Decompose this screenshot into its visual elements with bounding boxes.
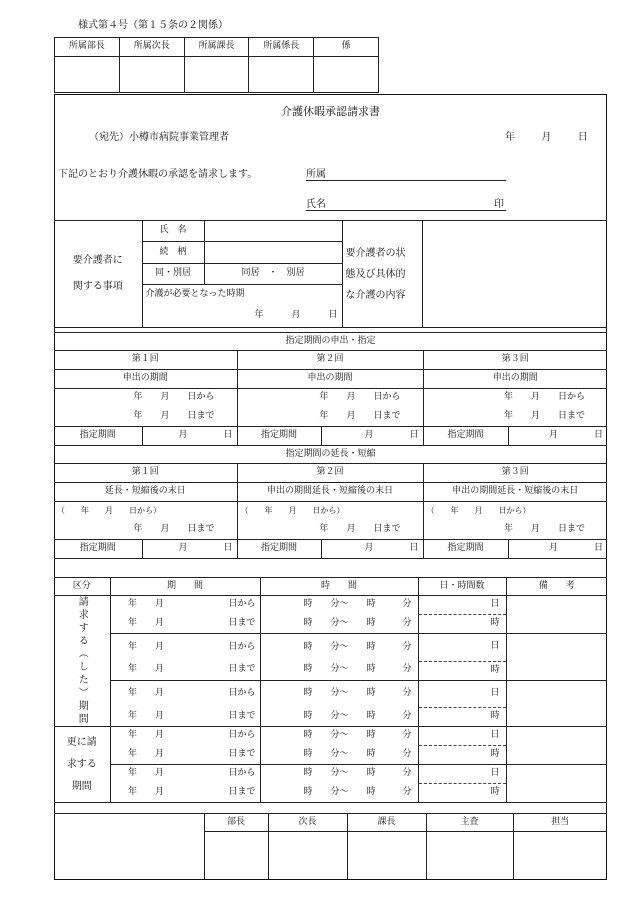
time-range[interactable]: 時 分～ 時 分 xyxy=(260,596,418,615)
bottom-approval-header: 部長 xyxy=(204,814,268,832)
further-label-line: 期間 xyxy=(71,780,92,792)
remarks-cell[interactable] xyxy=(506,727,607,765)
day-label: 日 xyxy=(577,132,588,143)
period-day-from[interactable]: 日から xyxy=(164,727,260,746)
designated-label-1: 指定期間 xyxy=(54,427,142,446)
care-recipient-table xyxy=(54,220,607,328)
offer-until-3[interactable]: 年 月 日まで xyxy=(423,408,607,427)
section-extension-title: 指定期間の延長・短縮 xyxy=(54,446,607,464)
remarks-cell[interactable] xyxy=(506,765,607,803)
time-range[interactable]: 時 分～ 時 分 xyxy=(260,661,418,680)
time-range[interactable]: 時 分～ 時 分 xyxy=(260,765,418,784)
day-count[interactable]: 日 xyxy=(418,634,506,662)
ext-label-2: 申出の期間延長・短縮後の末日 xyxy=(237,483,423,502)
request-period-label xyxy=(54,596,110,727)
bottom-approval-header: 次長 xyxy=(268,814,347,832)
period-day-from[interactable]: 日から xyxy=(164,765,260,784)
top-approval-table xyxy=(54,37,379,93)
name-label: 氏名 xyxy=(306,199,326,210)
care-relation-input[interactable] xyxy=(204,242,342,264)
day-count[interactable]: 日 xyxy=(418,680,506,708)
ext-designated-label-1: 指定期間 xyxy=(54,540,142,559)
bottom-approval-header: 課長 xyxy=(347,814,426,832)
period-row xyxy=(54,680,607,708)
header-count: 日・時間数 xyxy=(418,578,506,596)
request-period-text: 請求する（した）期間 xyxy=(76,596,88,726)
remarks-cell[interactable] xyxy=(506,634,607,681)
remarks-cell[interactable] xyxy=(506,680,607,727)
ext-designated-value-1[interactable]: 月 日 xyxy=(142,540,237,559)
time-range[interactable]: 時 分～ 時 分 xyxy=(260,634,418,662)
ext-round-3: 第３回 xyxy=(423,464,607,483)
affiliation-field[interactable] xyxy=(306,165,506,181)
time-range[interactable]: 時 分～ 時 分 xyxy=(260,746,418,765)
bottom-approval-header: 主査 xyxy=(426,814,513,832)
section-offer-title: 指定期間の申出・指定 xyxy=(54,333,607,351)
care-detail-input[interactable] xyxy=(422,221,607,328)
header-time: 時 間 xyxy=(260,578,418,596)
time-range[interactable]: 時 分～ 時 分 xyxy=(260,708,418,727)
period-day-until[interactable]: 日まで xyxy=(164,708,260,727)
approval-seal-box[interactable] xyxy=(184,57,249,93)
period-year-month[interactable]: 年 月 xyxy=(110,727,164,746)
approval-header: 係 xyxy=(314,38,379,57)
period-year-month[interactable]: 年 月 xyxy=(110,634,164,662)
day-count[interactable]: 日 xyxy=(418,596,506,615)
offer-period-1: 申出の期間 xyxy=(54,370,237,389)
form-number: 様式第４号（第１５条の２関係） xyxy=(78,20,228,31)
offer-period-3: 申出の期間 xyxy=(423,370,607,389)
approval-seal-box[interactable] xyxy=(119,57,184,93)
approval-seal-box[interactable] xyxy=(314,57,379,93)
period-year-month[interactable]: 年 月 xyxy=(110,615,164,634)
round-1: 第１回 xyxy=(54,351,237,370)
care-left-label-1: 要介護者に xyxy=(72,255,123,266)
ext-until-1[interactable]: 年 月 日まで xyxy=(54,521,237,540)
approval-header: 所属次長 xyxy=(119,38,184,57)
approval-header: 所属課長 xyxy=(184,38,249,57)
ext-round-1: 第１回 xyxy=(54,464,237,483)
care-right-label-3: な介護の内容 xyxy=(345,289,406,301)
designated-value-2[interactable]: 月 日 xyxy=(321,427,423,446)
name-field[interactable] xyxy=(306,195,506,211)
bottom-approval-table xyxy=(54,813,607,879)
day-count[interactable]: 日 xyxy=(418,765,506,784)
ext-label-1: 延長・短縮後の末日 xyxy=(54,483,237,502)
period-year-month[interactable]: 年 月 xyxy=(110,784,164,803)
round-3: 第３回 xyxy=(423,351,607,370)
offer-until-2[interactable]: 年 月 日まで xyxy=(237,408,423,427)
bottom-seal-box[interactable] xyxy=(513,832,607,879)
period-row xyxy=(54,596,607,615)
care-needed-label: 介護が必要となった時期 xyxy=(142,285,342,306)
bottom-approval-header: 担当 xyxy=(513,814,607,832)
bottom-blank xyxy=(54,814,204,879)
approval-header: 所属部長 xyxy=(55,38,120,57)
period-day-from[interactable]: 日から xyxy=(164,634,260,662)
period-day-from[interactable]: 日から xyxy=(164,596,260,615)
ext-designated-label-2: 指定期間 xyxy=(237,540,321,559)
ext-until-2[interactable]: 年 月 日まで xyxy=(237,521,423,540)
ext-until-3[interactable]: 年 月 日まで xyxy=(423,521,607,540)
time-range[interactable]: 時 分～ 時 分 xyxy=(260,727,418,746)
period-day-until[interactable]: 日まで xyxy=(164,784,260,803)
remarks-cell[interactable] xyxy=(506,596,607,634)
time-range[interactable]: 時 分～ 時 分 xyxy=(260,680,418,708)
approval-seal-box[interactable] xyxy=(249,57,314,93)
ext-designated-value-2[interactable]: 月 日 xyxy=(321,540,423,559)
care-cohab-label: 同・別居 xyxy=(142,264,204,285)
further-label-line: 更に請 xyxy=(66,736,97,748)
hour-count[interactable]: 時 xyxy=(418,708,506,727)
offer-from-1[interactable]: 年 月 日から xyxy=(54,389,237,408)
period-year-month[interactable]: 年 月 xyxy=(110,746,164,765)
care-name-input[interactable] xyxy=(204,221,342,242)
offer-from-2[interactable]: 年 月 日から xyxy=(237,389,423,408)
approval-seal-box[interactable] xyxy=(55,57,120,93)
time-range[interactable]: 時 分～ 時 分 xyxy=(260,615,418,634)
offer-from-3[interactable]: 年 月 日から xyxy=(423,389,607,408)
period-day-from[interactable]: 日から xyxy=(164,680,260,708)
bottom-seal-box[interactable] xyxy=(204,832,268,879)
request-text: 下記のとおり介護休暇の承認を請求します。 xyxy=(58,169,258,180)
care-left-label-2: 関する事項 xyxy=(72,281,123,292)
care-name-label: 氏 名 xyxy=(142,221,204,242)
year-label: 年 xyxy=(505,132,515,143)
further-label-line: 求する xyxy=(66,758,97,770)
header-category: 区分 xyxy=(54,578,110,596)
designated-label-3: 指定期間 xyxy=(423,427,508,446)
ext-paren-2[interactable]: （ 年 月 日から） xyxy=(237,502,423,521)
period-year-month[interactable]: 年 月 xyxy=(110,765,164,784)
seal-mark: 印 xyxy=(494,199,504,210)
hour-count[interactable]: 時 xyxy=(418,746,506,765)
bottom-seal-box[interactable] xyxy=(268,832,347,879)
ext-paren-3[interactable]: （ 年 月 日から） xyxy=(423,502,607,521)
addressee: （宛先）小樽市病院事業管理者 xyxy=(89,132,229,143)
period-day-until[interactable]: 日まで xyxy=(164,746,260,765)
approval-header: 所属係長 xyxy=(249,38,314,57)
offer-until-1[interactable]: 年 月 日まで xyxy=(54,408,237,427)
further-period-label xyxy=(54,727,110,803)
care-needed-date[interactable]: 年 月 日 xyxy=(142,306,342,328)
bottom-seal-box[interactable] xyxy=(426,832,513,879)
designated-label-2: 指定期間 xyxy=(237,427,321,446)
round-2: 第２回 xyxy=(237,351,423,370)
form-title: 介護休暇承認請求書 xyxy=(281,105,380,118)
month-label: 月 xyxy=(541,132,552,143)
bottom-seal-box[interactable] xyxy=(347,832,426,879)
period-row xyxy=(54,634,607,662)
care-cohab-choice[interactable]: 同居 ・ 別居 xyxy=(204,264,342,285)
period-year-month[interactable]: 年 月 xyxy=(110,680,164,708)
period-day-until[interactable]: 日まで xyxy=(164,661,260,680)
ext-paren-1[interactable]: （ 年 月 日から） xyxy=(54,502,237,521)
care-relation-label: 続 柄 xyxy=(142,242,204,264)
designated-period-table xyxy=(54,332,607,559)
period-row xyxy=(54,765,607,784)
header-period: 期 間 xyxy=(110,578,260,596)
offer-period-2: 申出の期間 xyxy=(237,370,423,389)
hour-count[interactable]: 時 xyxy=(418,615,506,634)
hour-count[interactable]: 時 xyxy=(418,661,506,680)
designated-value-3[interactable]: 月 日 xyxy=(508,427,607,446)
affiliation-label: 所属 xyxy=(306,169,326,180)
day-count[interactable]: 日 xyxy=(418,727,506,746)
period-time-table xyxy=(54,577,607,803)
header-remarks: 備 考 xyxy=(506,578,607,596)
period-day-until[interactable]: 日まで xyxy=(164,615,260,634)
date-line xyxy=(505,128,605,143)
designated-value-1[interactable]: 月 日 xyxy=(142,427,237,446)
care-right-label-2: 態及び具体的 xyxy=(345,268,406,280)
period-row xyxy=(54,727,607,746)
care-right-label-1: 要介護者の状 xyxy=(345,247,406,259)
period-year-month[interactable]: 年 月 xyxy=(110,708,164,727)
ext-designated-value-3[interactable]: 月 日 xyxy=(508,540,607,559)
period-year-month[interactable]: 年 月 xyxy=(110,661,164,680)
ext-designated-label-3: 指定期間 xyxy=(423,540,508,559)
time-range[interactable]: 時 分～ 時 分 xyxy=(260,784,418,803)
ext-label-3: 申出の期間延長・短縮後の末日 xyxy=(423,483,607,502)
hour-count[interactable]: 時 xyxy=(418,784,506,803)
ext-round-2: 第２回 xyxy=(237,464,423,483)
period-year-month[interactable]: 年 月 xyxy=(110,596,164,615)
